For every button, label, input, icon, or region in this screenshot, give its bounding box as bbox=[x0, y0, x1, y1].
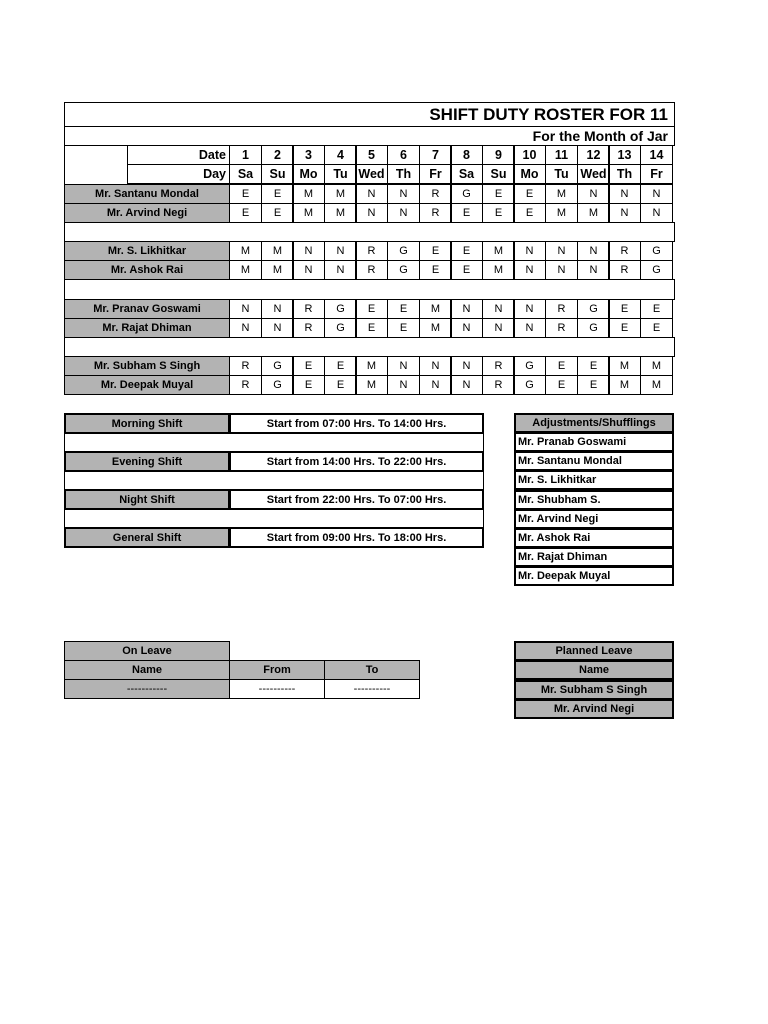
shift-cell: N bbox=[545, 241, 578, 261]
date-cell: 6 bbox=[387, 145, 420, 165]
day-cell: Tu bbox=[545, 164, 578, 184]
shift-cell: E bbox=[261, 184, 294, 204]
legend-spacer bbox=[64, 509, 484, 528]
adjustment-name: Mr. Santanu Mondal bbox=[514, 451, 674, 471]
shift-cell: N bbox=[419, 375, 452, 395]
shift-cell: N bbox=[577, 241, 610, 261]
day-cell: Wed bbox=[577, 164, 610, 184]
shift-cell: N bbox=[450, 375, 483, 395]
shift-cell: M bbox=[545, 203, 578, 223]
employee-name: Mr. Arvind Negi bbox=[64, 203, 230, 223]
date-cell: 10 bbox=[513, 145, 546, 165]
shift-cell: E bbox=[229, 203, 262, 223]
shift-cell: M bbox=[229, 260, 262, 280]
shift-cell: N bbox=[292, 260, 325, 280]
day-cell: Th bbox=[608, 164, 641, 184]
shift-cell: R bbox=[608, 241, 641, 261]
shift-cell: M bbox=[419, 299, 452, 319]
shift-cell: G bbox=[387, 260, 420, 280]
shift-name: Evening Shift bbox=[64, 451, 230, 472]
date-cell: 11 bbox=[545, 145, 578, 165]
shift-cell: E bbox=[324, 356, 357, 376]
shift-cell: N bbox=[513, 299, 546, 319]
shift-cell: R bbox=[355, 260, 388, 280]
planned-leave-header: Planned Leave bbox=[514, 641, 674, 661]
legend-spacer bbox=[64, 471, 484, 490]
adjustments-header: Adjustments/Shufflings bbox=[514, 413, 674, 433]
shift-cell: R bbox=[292, 318, 325, 338]
adjustment-name: Mr. Shubham S. bbox=[514, 490, 674, 510]
shift-cell: R bbox=[292, 299, 325, 319]
shift-cell: M bbox=[229, 241, 262, 261]
on-leave-from-label: From bbox=[229, 660, 325, 680]
shift-cell: N bbox=[577, 184, 610, 204]
shift-cell: N bbox=[324, 241, 357, 261]
shift-cell: M bbox=[261, 260, 294, 280]
shift-cell: N bbox=[450, 299, 483, 319]
shift-cell: M bbox=[545, 184, 578, 204]
shift-timing: Start from 22:00 Hrs. To 07:00 Hrs. bbox=[229, 489, 484, 510]
shift-cell: M bbox=[577, 203, 610, 223]
shift-cell: E bbox=[577, 356, 610, 376]
shift-cell: N bbox=[513, 241, 546, 261]
shift-cell: M bbox=[355, 375, 388, 395]
shift-cell: R bbox=[545, 299, 578, 319]
shift-cell: E bbox=[229, 184, 262, 204]
shift-cell: N bbox=[513, 260, 546, 280]
shift-cell: N bbox=[640, 203, 673, 223]
date-cell: 14 bbox=[640, 145, 673, 165]
shift-cell: M bbox=[640, 356, 673, 376]
shift-cell: G bbox=[577, 318, 610, 338]
shift-cell: E bbox=[482, 203, 515, 223]
shift-cell: N bbox=[261, 299, 294, 319]
day-cell: Fr bbox=[419, 164, 452, 184]
adjustment-name: Mr. Pranab Goswami bbox=[514, 432, 674, 452]
day-cell: Sa bbox=[450, 164, 483, 184]
planned-leave-name: Mr. Subham S Singh bbox=[514, 680, 674, 700]
shift-cell: G bbox=[513, 356, 546, 376]
day-label: Day bbox=[127, 164, 230, 184]
shift-cell: E bbox=[608, 299, 641, 319]
employee-name: Mr. Rajat Dhiman bbox=[64, 318, 230, 338]
shift-cell: N bbox=[261, 318, 294, 338]
shift-cell: E bbox=[482, 184, 515, 204]
shift-cell: E bbox=[450, 203, 483, 223]
date-cell: 4 bbox=[324, 145, 357, 165]
date-cell: 5 bbox=[355, 145, 388, 165]
shift-cell: E bbox=[640, 299, 673, 319]
employee-name: Mr. Pranav Goswami bbox=[64, 299, 230, 319]
shift-cell: R bbox=[419, 184, 452, 204]
shift-cell: E bbox=[419, 260, 452, 280]
date-cell: 2 bbox=[261, 145, 294, 165]
shift-cell: R bbox=[229, 375, 262, 395]
shift-cell: M bbox=[482, 241, 515, 261]
day-cell: Sa bbox=[229, 164, 262, 184]
date-cell: 7 bbox=[419, 145, 452, 165]
shift-cell: E bbox=[450, 260, 483, 280]
group-spacer bbox=[64, 279, 675, 300]
shift-cell: M bbox=[482, 260, 515, 280]
shift-cell: G bbox=[324, 299, 357, 319]
shift-cell: E bbox=[513, 184, 546, 204]
shift-cell: M bbox=[292, 203, 325, 223]
shift-cell: G bbox=[640, 260, 673, 280]
employee-name: Mr. Ashok Rai bbox=[64, 260, 230, 280]
shift-cell: M bbox=[640, 375, 673, 395]
shift-cell: G bbox=[324, 318, 357, 338]
day-cell: Th bbox=[387, 164, 420, 184]
adjustment-name: Mr. Rajat Dhiman bbox=[514, 547, 674, 567]
shift-cell: R bbox=[545, 318, 578, 338]
shift-cell: N bbox=[640, 184, 673, 204]
shift-cell: M bbox=[608, 356, 641, 376]
shift-cell: E bbox=[292, 375, 325, 395]
day-cell: Wed bbox=[355, 164, 388, 184]
day-cell: Su bbox=[261, 164, 294, 184]
roster-subtitle: For the Month of Jar bbox=[64, 126, 675, 146]
date-cell: 1 bbox=[229, 145, 262, 165]
shift-cell: G bbox=[387, 241, 420, 261]
date-cell: 13 bbox=[608, 145, 641, 165]
shift-timing: Start from 09:00 Hrs. To 18:00 Hrs. bbox=[229, 527, 484, 548]
date-cell: 8 bbox=[450, 145, 483, 165]
shift-cell: N bbox=[355, 184, 388, 204]
shift-cell: M bbox=[355, 356, 388, 376]
shift-cell: G bbox=[261, 375, 294, 395]
shift-timing: Start from 14:00 Hrs. To 22:00 Hrs. bbox=[229, 451, 484, 472]
shift-cell: E bbox=[324, 375, 357, 395]
adjustment-name: Mr. Ashok Rai bbox=[514, 528, 674, 548]
group-spacer bbox=[64, 337, 675, 357]
header-blank bbox=[64, 145, 128, 185]
day-cell: Mo bbox=[513, 164, 546, 184]
shift-cell: E bbox=[261, 203, 294, 223]
shift-cell: E bbox=[608, 318, 641, 338]
date-cell: 3 bbox=[292, 145, 325, 165]
shift-cell: E bbox=[419, 241, 452, 261]
shift-cell: N bbox=[324, 260, 357, 280]
shift-name: Morning Shift bbox=[64, 413, 230, 434]
shift-cell: N bbox=[450, 356, 483, 376]
shift-cell: R bbox=[355, 241, 388, 261]
shift-cell: R bbox=[482, 356, 515, 376]
date-cell: 12 bbox=[577, 145, 610, 165]
shift-cell: M bbox=[324, 184, 357, 204]
shift-cell: E bbox=[640, 318, 673, 338]
shift-cell: E bbox=[292, 356, 325, 376]
shift-cell: E bbox=[355, 318, 388, 338]
shift-cell: G bbox=[577, 299, 610, 319]
shift-cell: N bbox=[229, 299, 262, 319]
date-cell: 9 bbox=[482, 145, 515, 165]
shift-cell: G bbox=[513, 375, 546, 395]
shift-cell: N bbox=[513, 318, 546, 338]
planned-leave-name: Mr. Arvind Negi bbox=[514, 699, 674, 719]
shift-cell: N bbox=[482, 318, 515, 338]
on-leave-name-label: Name bbox=[64, 660, 230, 680]
shift-cell: E bbox=[387, 318, 420, 338]
day-cell: Su bbox=[482, 164, 515, 184]
date-label: Date bbox=[127, 145, 230, 165]
shift-cell: M bbox=[292, 184, 325, 204]
shift-cell: M bbox=[419, 318, 452, 338]
on-leave-to-label: To bbox=[324, 660, 420, 680]
shift-cell: N bbox=[482, 299, 515, 319]
adjustment-name: Mr. Deepak Muyal bbox=[514, 566, 674, 586]
shift-cell: R bbox=[229, 356, 262, 376]
on-leave-name-value: ----------- bbox=[64, 679, 230, 699]
shift-cell: R bbox=[482, 375, 515, 395]
shift-cell: N bbox=[608, 203, 641, 223]
on-leave-to-value: ---------- bbox=[324, 679, 420, 699]
group-spacer bbox=[64, 222, 675, 242]
on-leave-header: On Leave bbox=[64, 641, 230, 661]
shift-cell: N bbox=[545, 260, 578, 280]
shift-cell: M bbox=[261, 241, 294, 261]
shift-cell: E bbox=[545, 356, 578, 376]
employee-name: Mr. Santanu Mondal bbox=[64, 184, 230, 204]
shift-cell: N bbox=[419, 356, 452, 376]
day-cell: Tu bbox=[324, 164, 357, 184]
shift-cell: E bbox=[387, 299, 420, 319]
shift-cell: N bbox=[387, 203, 420, 223]
employee-name: Mr. Deepak Muyal bbox=[64, 375, 230, 395]
shift-cell: R bbox=[608, 260, 641, 280]
shift-cell: E bbox=[513, 203, 546, 223]
shift-timing: Start from 07:00 Hrs. To 14:00 Hrs. bbox=[229, 413, 484, 434]
adjustment-name: Mr. S. Likhitkar bbox=[514, 470, 674, 490]
shift-cell: N bbox=[387, 356, 420, 376]
shift-name: Night Shift bbox=[64, 489, 230, 510]
planned-leave-name-label: Name bbox=[514, 660, 674, 680]
legend-spacer bbox=[64, 433, 484, 452]
shift-cell: E bbox=[577, 375, 610, 395]
day-cell: Mo bbox=[292, 164, 325, 184]
shift-cell: N bbox=[450, 318, 483, 338]
shift-cell: G bbox=[261, 356, 294, 376]
shift-cell: N bbox=[608, 184, 641, 204]
employee-name: Mr. Subham S Singh bbox=[64, 356, 230, 376]
day-cell: Fr bbox=[640, 164, 673, 184]
shift-cell: N bbox=[577, 260, 610, 280]
shift-cell: E bbox=[545, 375, 578, 395]
shift-cell: E bbox=[355, 299, 388, 319]
shift-cell: M bbox=[608, 375, 641, 395]
shift-cell: N bbox=[387, 184, 420, 204]
employee-name: Mr. S. Likhitkar bbox=[64, 241, 230, 261]
shift-cell: M bbox=[324, 203, 357, 223]
shift-cell: R bbox=[419, 203, 452, 223]
shift-cell: N bbox=[387, 375, 420, 395]
shift-cell: G bbox=[640, 241, 673, 261]
shift-name: General Shift bbox=[64, 527, 230, 548]
shift-cell: N bbox=[229, 318, 262, 338]
shift-cell: N bbox=[292, 241, 325, 261]
on-leave-from-value: ---------- bbox=[229, 679, 325, 699]
shift-cell: N bbox=[355, 203, 388, 223]
roster-title: SHIFT DUTY ROSTER FOR 11 bbox=[64, 102, 675, 127]
adjustment-name: Mr. Arvind Negi bbox=[514, 509, 674, 529]
shift-cell: E bbox=[450, 241, 483, 261]
shift-cell: G bbox=[450, 184, 483, 204]
